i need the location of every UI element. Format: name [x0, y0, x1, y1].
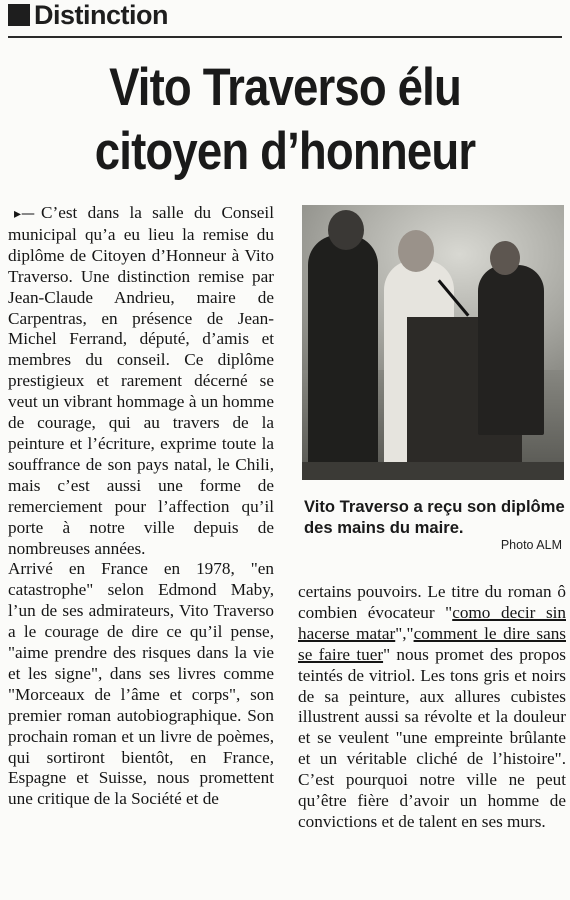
headline-line-1: Vito Traverso élu: [109, 58, 461, 117]
section-rubric: [8, 0, 168, 31]
person-left-figure: [308, 235, 378, 480]
rubric-label: Distinction: [34, 0, 168, 30]
paragraph-1-wrap: [8, 203, 274, 559]
paragraph-1: C’est dans la salle du Conseil municipal qu’a eu lieu la remise du diplôme de Citoyen d’Honneur à Vito Traverso. Une distinction remise par Jean-Claude Andrieu, maire de Carpentras, en présence de Jean-Michel Ferrand, député, d’amis et membres du conseil. Ce diplôme prestigieux et rarement décerné se veut un vibrant hommage à un homme de courage, qui au travers de la peinture et l’écriture, exprime toute la souffrance de son pays natal, le Chili, mais c’est aussi une forme de remerciement pour l’affection qu’il porte à notre ville depuis de nombreuses années.: [8, 203, 274, 558]
title-separator: ",": [395, 623, 414, 643]
rubric-square-icon: [8, 4, 30, 26]
paragraph-2: Arrivé en France en 1978, "en catastrophe" selon Edmond Maby, l’un de ses admirateurs, Vito Traverso a le courage de dire ce qu’il pense, "aime prendre des risques dans la vie et les signe", dans ses livres comme "Morceaux de l’âme et corps", son premier roman autobiographique. Son prochain roman et un livre de poèmes, qui sortiront bientôt, en France, Espagne et Suisse, nous promettent une critique de la Société et de: [8, 559, 274, 809]
book-title-spanish: como decir sin hacerse matar: [298, 602, 566, 643]
article-column-1: [8, 203, 274, 810]
article-headline: [49, 56, 522, 184]
person-right-figure: [478, 265, 544, 435]
article-column-2: [298, 582, 566, 833]
header-rule: [8, 36, 562, 38]
book-title-french: comment le dire sans se faire tuer: [298, 623, 566, 664]
paragraph-3-end: " nous promet des propos teintés de vitriol. Les tons gris et noirs de sa peinture, aux allures cubistes illustrent aussi sa révolte et la douleur et se veulent "une empreinte brûlante et un véritable cliché de l’histoire". C’est pourquoi notre ville ne peut qu’être fière d’avoir un homme de convictions et de talent en ses murs.: [298, 644, 566, 831]
headline-line-2: citoyen d’honneur: [94, 122, 476, 181]
article-photo: [302, 205, 564, 480]
paragraph-3-start: certains pouvoirs. Le titre du roman ô combien évocateur ": [298, 582, 566, 622]
photo-credit: Photo ALM: [500, 538, 562, 552]
arrow-bullet-icon: ▸—: [14, 206, 36, 222]
photo-caption: Vito Traverso a reçu son diplôme des mains du maire.: [304, 497, 565, 537]
paragraph-3: [298, 582, 566, 833]
